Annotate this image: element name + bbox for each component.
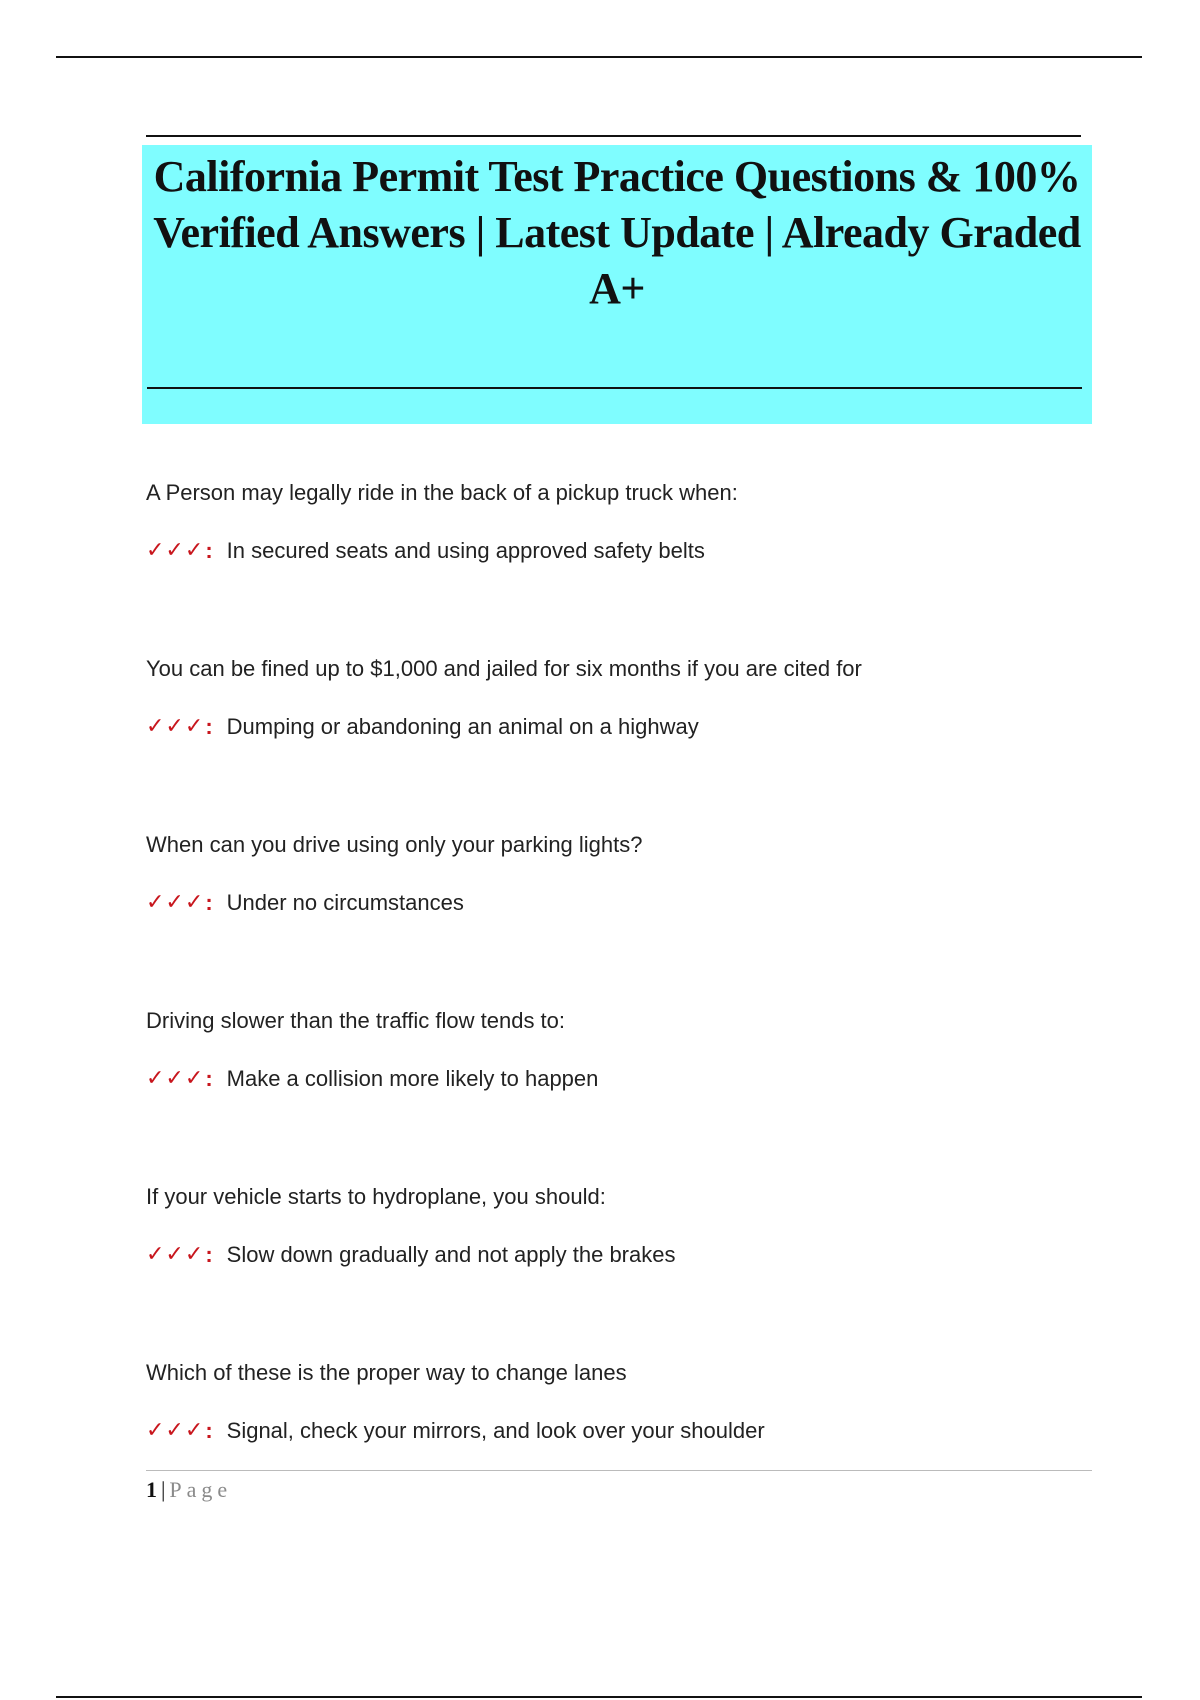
title-bottom-divider	[147, 387, 1082, 389]
page-footer	[146, 1476, 232, 1504]
page-label: Page	[169, 1477, 233, 1502]
answer-text: Make a collision more likely to happen	[226, 1066, 599, 1091]
triple-check-icon: ✓✓✓	[146, 890, 205, 915]
answer-row	[146, 1240, 1096, 1270]
qa-item	[146, 830, 1096, 1006]
answer-separator: :	[205, 1418, 213, 1443]
footer-divider	[146, 1470, 1092, 1471]
triple-check-icon: ✓✓✓	[146, 538, 205, 563]
title-banner	[142, 145, 1092, 424]
answer-row	[146, 888, 1096, 918]
page-bottom-divider	[56, 1696, 1142, 1698]
answer-text: In secured seats and using approved safety belts	[226, 538, 705, 563]
answer-separator: :	[205, 538, 213, 563]
answer-separator: :	[205, 1242, 213, 1267]
triple-check-icon: ✓✓✓	[146, 1418, 205, 1443]
triple-check-icon: ✓✓✓	[146, 1242, 205, 1267]
answer-row	[146, 1064, 1096, 1094]
answer-text: Dumping or abandoning an animal on a highway	[226, 714, 699, 739]
answer-text: Signal, check your mirrors, and look over your shoulder	[226, 1418, 765, 1443]
qa-item	[146, 1006, 1096, 1182]
page-separator: |	[161, 1477, 166, 1502]
qa-item	[146, 1182, 1096, 1358]
question-text: If your vehicle starts to hydroplane, you should:	[146, 1184, 606, 1209]
question-text: Which of these is the proper way to change lanes	[146, 1360, 627, 1385]
triple-check-icon: ✓✓✓	[146, 714, 205, 739]
question-text: A Person may legally ride in the back of a pickup truck when:	[146, 480, 738, 505]
document-title: California Permit Test Practice Questions & 100% Verified Answers | Latest Update | Already Graded A+	[153, 152, 1081, 313]
answer-text: Under no circumstances	[226, 890, 464, 915]
question-text: When can you drive using only your parking lights?	[146, 832, 643, 857]
qa-item	[146, 1358, 1096, 1534]
answer-text: Slow down gradually and not apply the brakes	[226, 1242, 676, 1267]
answer-separator: :	[205, 714, 213, 739]
question-text: You can be fined up to $1,000 and jailed for six months if you are cited for	[146, 656, 862, 681]
page-number: 1	[146, 1477, 157, 1502]
qa-item	[146, 654, 1096, 830]
answer-row	[146, 536, 1096, 566]
page-top-divider	[56, 56, 1142, 58]
answer-separator: :	[205, 1066, 213, 1091]
answer-separator: :	[205, 890, 213, 915]
answer-row	[146, 1416, 1096, 1446]
question-text: Driving slower than the traffic flow tends to:	[146, 1008, 566, 1033]
triple-check-icon: ✓✓✓	[146, 1066, 205, 1091]
title-top-divider	[146, 135, 1081, 137]
question-answer-list	[146, 478, 1096, 1534]
qa-item	[146, 478, 1096, 654]
answer-row	[146, 712, 1096, 742]
